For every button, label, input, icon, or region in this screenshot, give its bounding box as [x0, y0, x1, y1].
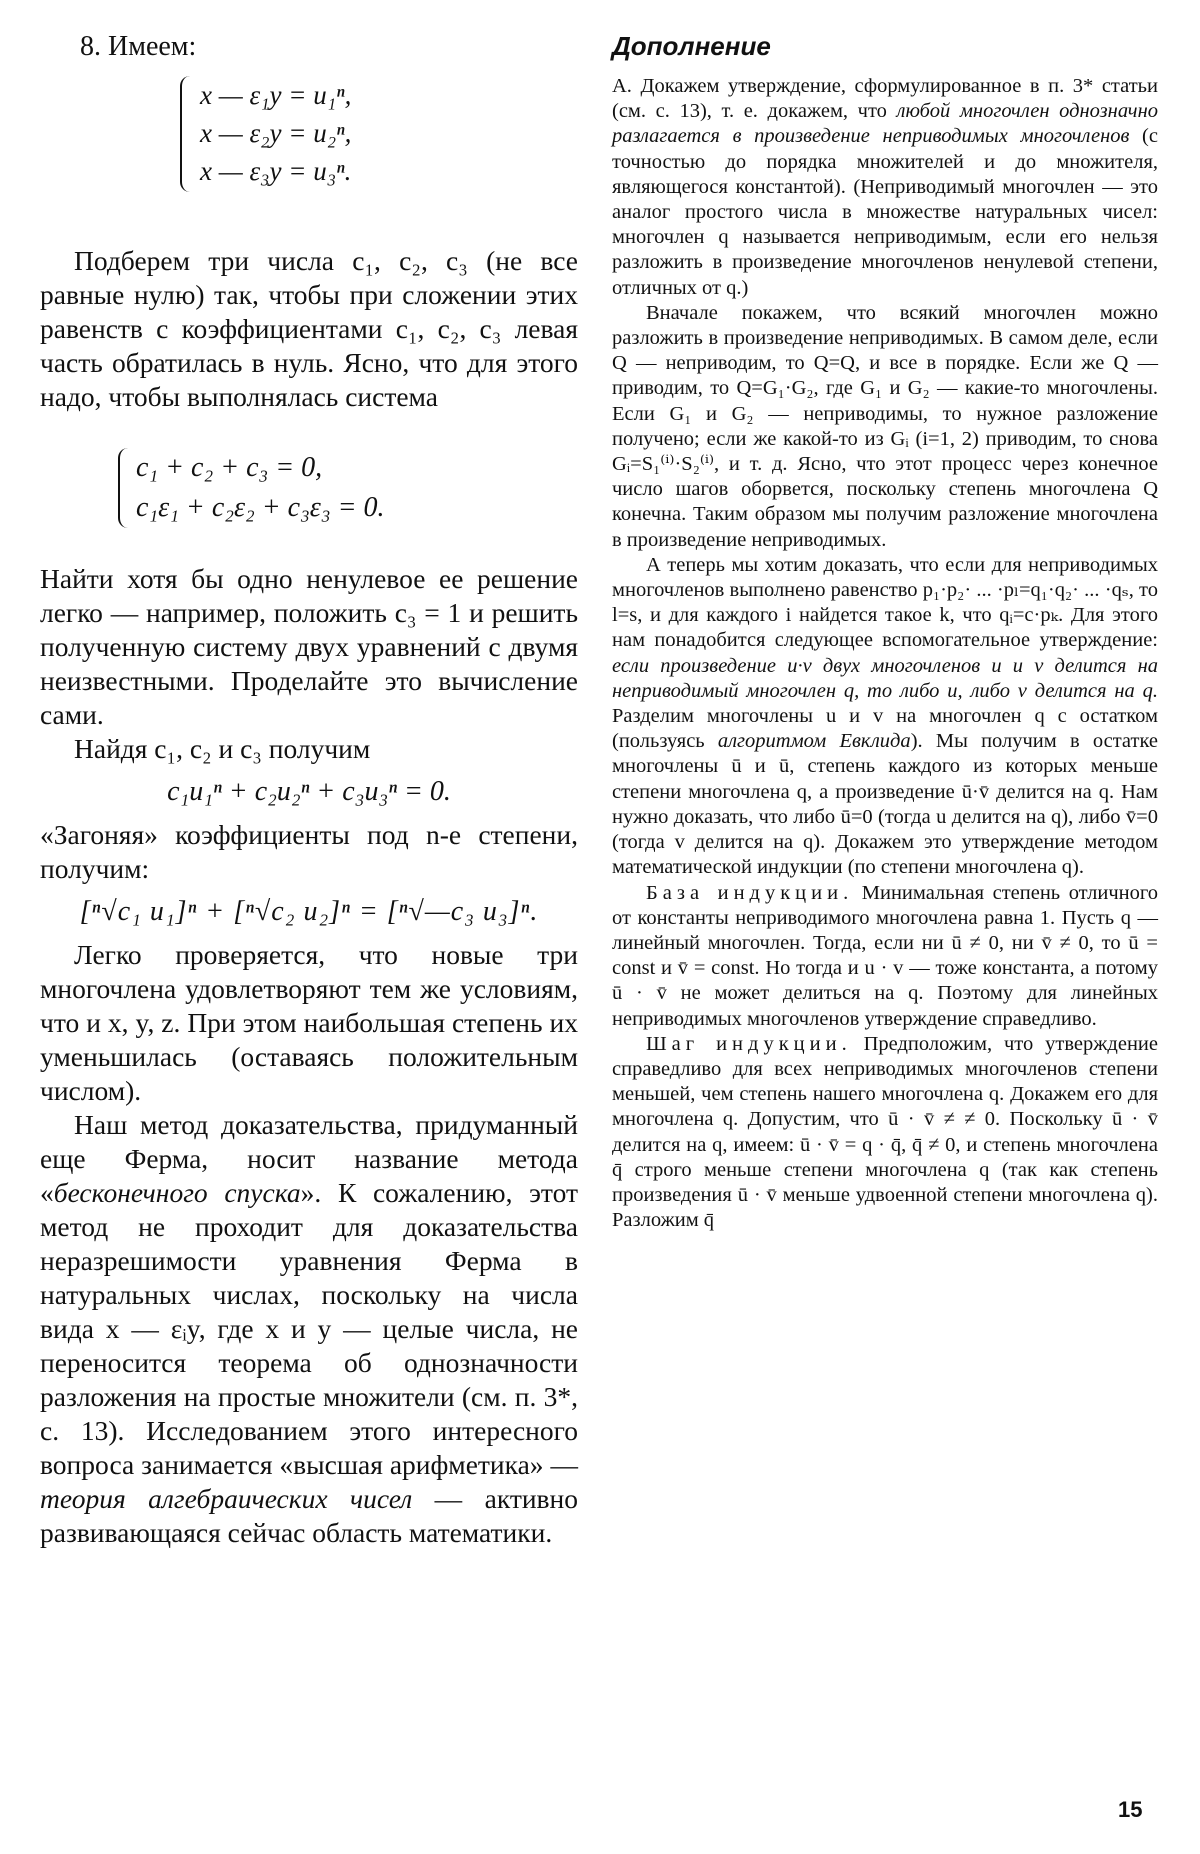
equation-line: c₁ε₁ + c₂ε₂ + c₃ε₃ = 0.	[136, 492, 385, 523]
emphasis: бесконечного спуска	[53, 1177, 301, 1208]
text-run: Разделим многочлены u и v на многочлен q с остатком (пользуясь	[612, 705, 1158, 753]
text-run: ). Мы получим в остатке многочлены ū и ū, степень каждого из которых меньше степени многочлена q, а произведение ū·v̄ делится на q. Нам нужно доказать, что либо ū=0 (тогда u делится на q), либо v̄=0 (тогда v делится на q). Докажем это утверждение методом математической индукции (по степени многочлена q).	[612, 730, 1159, 879]
system-brace	[180, 76, 192, 192]
right-column	[612, 30, 1158, 1233]
emphasis: любой многочлен однозначно разлагается в произведение неприводимых многочленов	[612, 100, 1159, 148]
system-brace	[118, 448, 130, 528]
emphasis: если произведение u·v двух многочленов u и v делится на неприводимый многочлен q, то либо u, либо v делится на q.	[612, 654, 1158, 702]
paragraph	[612, 553, 1158, 881]
text-run: Наш метод доказательства, придуманный еще Ферма, носит название метода «	[40, 1109, 578, 1208]
equation-system-1	[40, 76, 578, 192]
page-number: 15	[1118, 1797, 1143, 1822]
paragraph: Найдя c₁, c₂ и c₃ получим	[74, 733, 371, 764]
equation-system-2	[40, 448, 578, 528]
section-label: Шаг индукции.	[646, 1032, 852, 1055]
section-start: 8. Имеем:	[80, 31, 197, 62]
text-run: ». К сожалению, этот метод не проходит для доказательства неразрешимости уравнения Ферма в натуральных числах, поскольку на числа вида x — εᵢy, где x и y — целые числа, не переносится теорема об однозначности разложения на простые множители (см. п. 3*, с. 13). Исследованием этого интересного вопроса занимается «высшая арифметика» —	[40, 1177, 578, 1480]
paragraph: Подберем три числа c₁, c₂, c₃ (не все равные нулю) так, чтобы при сложении этих равенств с коэффициентами c₁, c₂, c₃ левая часть обратилась в нуль. Ясно, что для этого надо, чтобы выполнялась система	[40, 245, 578, 412]
paragraph	[612, 1032, 1158, 1234]
paragraph	[612, 881, 1158, 1032]
emphasis: алгоритмом Евклида	[717, 730, 911, 753]
text-run: А. Докажем утверждение, сформулированное в п. 3* статьи (см. с. 13), т. е. докажем, что	[612, 75, 1158, 123]
paragraph: Найти хотя бы одно ненулевое ее решение легко — например, положить c₃ = 1 и решить полученную систему двух уравнений с двумя неизвестными. Проделайте это вычисление сами.	[40, 563, 578, 730]
paragraph	[612, 74, 1158, 301]
left-column	[40, 30, 578, 1550]
paragraph: Вначале покажем, что всякий многочлен можно разложить в произведение неприводимых. В самом деле, если Q — неприводим, то Q=Q, и все в порядке. Если же Q — приводим, то Q=G₁·G₂, где G₁ и G₂ — какие-то многочлены. Если G₁ и G₂ — неприводимы, то нужное разложение получено; если же какой-то из Gᵢ (i=1, 2) приводим, то снова Gᵢ=S₁⁽ⁱ⁾·S₂⁽ⁱ⁾, и т. д. Ясно, что этот процесс через конечное число шагов оборвется, поскольку степень многочлена Q конечна. Таким образом мы получим разложение многочлена в произведение неприводимых.	[612, 301, 1158, 551]
text-run: Минимальная степень отличного от константы неприводимого многочлена равна 1. Пусть q — линейный многочлен. Тогда, если ни ū ≠ 0, ни v̄ ≠ 0, то ū = const и v̄ = const. Но тогда и u · v — тоже константа, а потому ū · v̄ не может делиться на q. Поэтому для линейных неприводимых многочленов утверждение справедливо.	[612, 881, 1158, 1030]
formula: [ⁿ√c₁ u₁]ⁿ + [ⁿ√c₂ u₂]ⁿ = [ⁿ√—c₃ u₃]ⁿ.	[79, 896, 539, 927]
equation-line: x — ε₃y = u₃ⁿ.	[200, 156, 352, 186]
paragraph	[40, 1108, 578, 1550]
paragraph: Легко проверяется, что новые три многочлена удовлетворяют тем же условиям, что и x, y, z. При этом наибольшая степень их уменьшилась (оставаясь положительным числом).	[40, 939, 578, 1106]
emphasis: теория алгебраических чисел	[40, 1483, 413, 1514]
equation-line: c₁ + c₂ + c₃ = 0,	[136, 452, 323, 483]
paragraph: «Загоняя» коэффициенты под n-е степени, получим:	[40, 819, 578, 884]
text-run: А теперь мы хотим доказать, что если для неприводимых многочленов выполнено равенство p₁·p₂· ... ·pₗ=q₁·q₂· ... ·qₛ, то l=s, и для каждого i найдется такое k, что qᵢ=c·pₖ. Для этого нам понадобится следующее вспомогательное утверждение:	[612, 553, 1158, 652]
text-run: Предположим, что утверждение справедливо для всех неприводимых многочленов степени меньшей, чем степень нашего многочлена q. Докажем его для многочлена q. Допустим, что ū · v̄ ≠ ≠ 0. Поскольку ū · v̄ делится на q, имеем: ū · v̄ = q · q̄, q̄ ≠ 0, и степень многочлена q̄ строго меньше степени многочлена q (так как степень произведения ū · v̄ меньше удвоенной степени многочлена q). Разложим q̄	[612, 1032, 1158, 1232]
section-title: Дополнение	[612, 31, 771, 61]
text-run: (с точностью до порядка множителей и до множителя, являющегося константой). (Неприводимый многочлен — это аналог простого числа в множестве натуральных чисел: многочлен q называется неприводимым, если его нельзя разложить в произведение многочленов ненулевой степени, отличных от q.)	[612, 125, 1158, 299]
formula: c₁u₁ⁿ + c₂u₂ⁿ + c₃u₃ⁿ = 0.	[167, 776, 451, 807]
text-run: — активно развивающаяся сейчас область математики.	[40, 1483, 579, 1548]
equation-line: x — ε₂y = u₂ⁿ,	[200, 118, 352, 148]
equation-line: x — ε₁y = u₁ⁿ,	[200, 80, 352, 110]
section-label: База индукции.	[646, 881, 854, 904]
